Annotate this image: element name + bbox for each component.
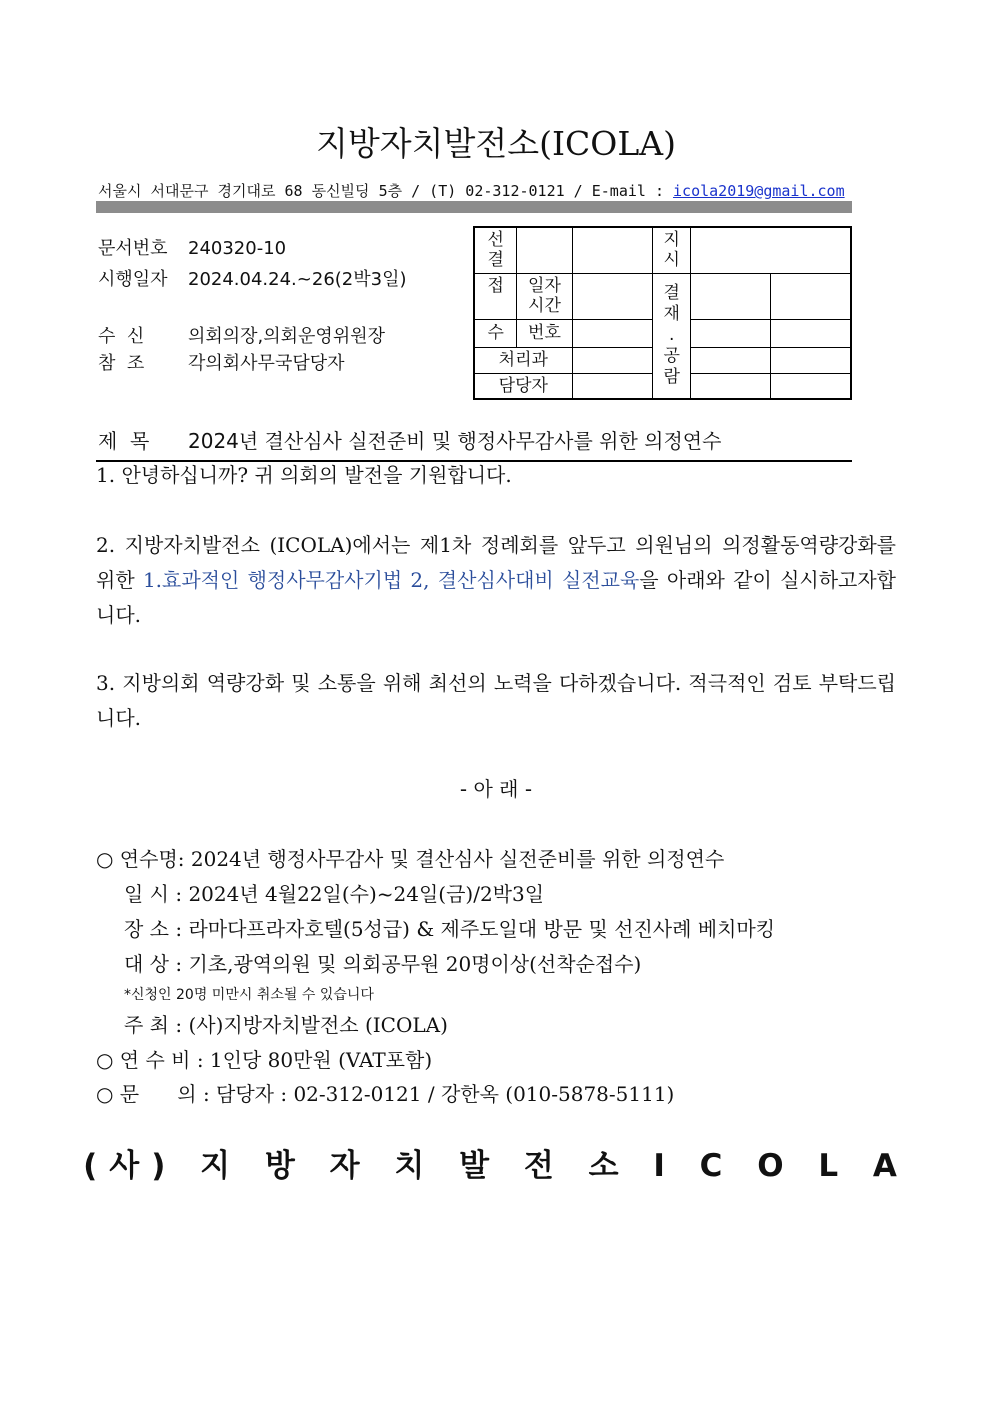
recipient-row bbox=[98, 322, 385, 348]
approval-cell bbox=[770, 373, 851, 399]
approval-cell bbox=[770, 319, 851, 347]
doc-number-label: 문서번호 bbox=[98, 238, 168, 259]
paragraph-2-end: 을 아래와 같이 실시하고자합니다. bbox=[96, 568, 896, 627]
approval-damdangja: 담당자 bbox=[474, 373, 572, 399]
detail-cancel-note: *신청인 20명 미만시 취소될 수 있습니다 bbox=[124, 987, 374, 1003]
below-heading: - 아 래 - bbox=[459, 777, 533, 801]
approval-su: 수 bbox=[474, 319, 517, 347]
approval-cell bbox=[691, 227, 851, 273]
approval-gyeoljae: 결 재 . 공 람 bbox=[653, 273, 691, 399]
approval-cell bbox=[572, 347, 653, 373]
detail-venue: 장 소 : 라마다프라자호텔(5성급) & 제주도일대 방문 및 선진사례 베치마킹 bbox=[124, 917, 776, 941]
approval-cell bbox=[572, 273, 653, 319]
detail-course-name: ○ 연수명: 2024년 행정사무감사 및 결산심사 실전준비를 위한 의정연수 bbox=[96, 847, 725, 871]
reference-label: 참 조 bbox=[98, 353, 145, 374]
address-text: 서울시 서대문구 경기대로 68 동신빌딩 5층 / (T) 02-312-0121 / E-mail : bbox=[98, 182, 674, 200]
approval-cell bbox=[572, 227, 653, 273]
subject-text: 2024년 결산심사 실전준비 및 행정사무감사를 위한 의정연수 bbox=[188, 429, 722, 453]
approval-cell bbox=[517, 227, 572, 273]
address-line bbox=[98, 180, 845, 201]
reference-value: 각의회사무국담당자 bbox=[188, 353, 345, 374]
date-label: 시행일자 bbox=[98, 269, 168, 290]
detail-schedule: 일 시 : 2024년 4월22일(수)~24일(금)/2박3일 bbox=[124, 882, 545, 906]
approval-cell bbox=[691, 273, 771, 319]
date-row bbox=[98, 265, 407, 291]
approval-table bbox=[473, 226, 852, 400]
paragraph-2 bbox=[96, 528, 896, 633]
approval-cell bbox=[691, 347, 771, 373]
paragraph-2-highlight: 1.효과적인 행정사무감사기법 2, 결산심사대비 실전교육 bbox=[142, 568, 640, 592]
approval-jeop: 접 bbox=[474, 273, 517, 319]
org-title: 지방자치발전소(ICOLA) bbox=[316, 124, 676, 163]
detail-target: 대 상 : 기초,광역의원 및 의회공무원 20명이상(선착순접수) bbox=[124, 952, 642, 976]
subject-label: 제 목 bbox=[98, 429, 150, 453]
approval-cell bbox=[691, 373, 771, 399]
approval-cell bbox=[572, 373, 653, 399]
doc-number-row bbox=[98, 234, 286, 260]
recipient-label: 수 신 bbox=[98, 326, 145, 347]
approval-beonho: 번호 bbox=[517, 319, 572, 347]
paragraph-3: 3. 지방의회 역량강화 및 소통을 위해 최선의 노력을 다하겠습니다. 적극적인 검토 부탁드립니다. bbox=[96, 671, 896, 730]
footer-organization: (사) 지 방 자 치 발 전 소 I C O L A bbox=[83, 1148, 909, 1184]
date-value: 2024.04.24.~26(2박3일) bbox=[188, 269, 407, 290]
subject-row bbox=[98, 425, 721, 454]
approval-seon: 선 결 bbox=[474, 227, 517, 273]
approval-cell bbox=[691, 319, 771, 347]
paragraph-2-start: 2. 지방자치발전소 (ICOLA)에서는 제1차 정례회를 앞두고 의원님의 의정활동역량강화를 위한 bbox=[96, 533, 896, 592]
email-link[interactable]: icola2019@gmail.com bbox=[673, 182, 845, 200]
approval-jisi: 지 시 bbox=[653, 227, 691, 273]
approval-cell bbox=[770, 347, 851, 373]
approval-cheorigwa: 처리과 bbox=[474, 347, 572, 373]
reference-row bbox=[98, 349, 345, 375]
approval-cell bbox=[572, 319, 653, 347]
recipient-value: 의회의장,의회운영위원장 bbox=[188, 326, 385, 347]
header-divider bbox=[96, 201, 852, 213]
approval-ilja: 일자 시간 bbox=[517, 273, 572, 319]
paragraph-1: 1. 안녕하십니까? 귀 의회의 발전을 기원합니다. bbox=[96, 463, 512, 487]
detail-host: 주 최 : (사)지방자치발전소 (ICOLA) bbox=[124, 1013, 448, 1037]
detail-contact: ○ 문 의 : 담당자 : 02-312-0121 / 강한옥 (010-5878-5111) bbox=[96, 1082, 675, 1106]
approval-cell bbox=[770, 273, 851, 319]
detail-fee: ○ 연 수 비 : 1인당 80만원 (VAT포함) bbox=[96, 1048, 433, 1072]
doc-number-value: 240320-10 bbox=[188, 238, 287, 259]
